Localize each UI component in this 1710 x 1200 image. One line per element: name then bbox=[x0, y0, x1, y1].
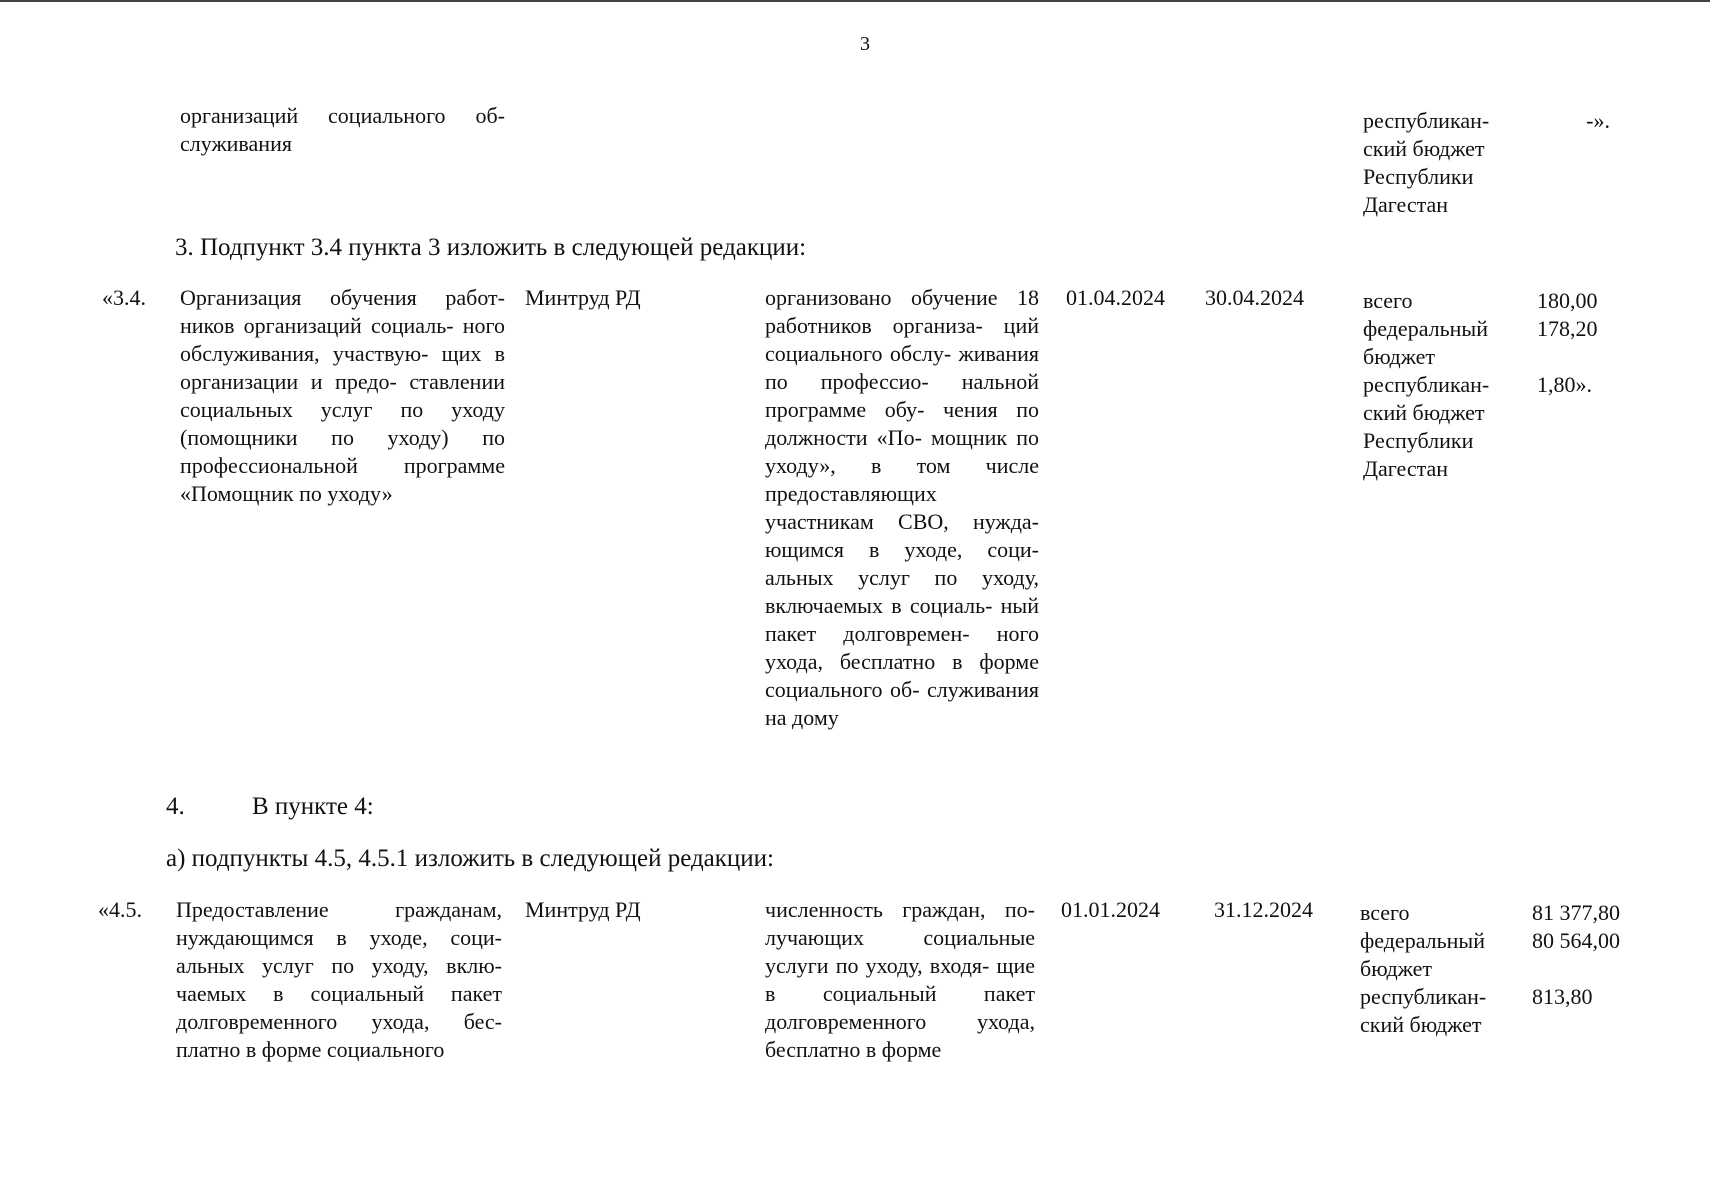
row-4-5-result: численность граждан, по- лучающих социальные услуги по уходу, входя- щие в социальный пакет долговременного ухода, бесплатно в форме bbox=[765, 897, 1035, 1062]
row-3-4-funding-source: всего bbox=[1363, 288, 1413, 313]
row-4-5-funding-amount: 80 564,00 bbox=[1532, 928, 1620, 953]
row-4-5-number: «4.5. bbox=[98, 897, 142, 922]
row-3-4-funding-source: федеральный бюджет bbox=[1363, 316, 1488, 369]
row-4-5-name: Предоставление гражданам, нуждающимся в уходе, соци- альных услуг по уходу, вклю- чаемых в социальный пакет долговременного ухода, бес- платно в форме социального bbox=[176, 897, 502, 1062]
section-4-number: 4. bbox=[166, 793, 185, 820]
row-3-4-funding-amount: 178,20 bbox=[1537, 316, 1598, 341]
row-4-5-funding-amount: 81 377,80 bbox=[1532, 900, 1620, 925]
row-3-4-responsible: Минтруд РД bbox=[525, 285, 641, 310]
row-3-4-funding-amount: 180,00 bbox=[1537, 288, 1598, 313]
section-3-heading: 3. Подпункт 3.4 пункта 3 изложить в следующей редакции: bbox=[175, 234, 807, 261]
row-3-4-number: «3.4. bbox=[102, 285, 146, 310]
row-4-5-funding-source: федеральный бюджет bbox=[1360, 928, 1485, 981]
row-4-5-funding-source: республикан- ский бюджет bbox=[1360, 984, 1487, 1037]
row-3-4-start-date: 01.04.2024 bbox=[1066, 285, 1165, 310]
row-3-4-name: Организация обучения работ- ников организаций социаль- ного обслуживания, участвую- щих в организации и предо- ставлении социальных услуг по уходу (помощники по уходу) по профессиональной программе «Помощник по уходу» bbox=[180, 285, 505, 506]
row-3-4-funding-amount: 1,80». bbox=[1537, 372, 1592, 397]
row-3-4-funding-source: республикан- ский бюджет Республики Дагестан bbox=[1363, 372, 1490, 481]
page-top-edge bbox=[0, 0, 1710, 2]
carryover-budget-value: -». bbox=[1586, 108, 1610, 133]
row-4-5-funding-source: всего bbox=[1360, 900, 1410, 925]
section-4-heading: В пункте 4: bbox=[252, 793, 374, 820]
row-4-5-end-date: 31.12.2024 bbox=[1214, 897, 1313, 922]
row-4-5-responsible: Минтруд РД bbox=[525, 897, 641, 922]
row-4-5-start-date: 01.01.2024 bbox=[1061, 897, 1160, 922]
row-4-5-funding-amount: 813,80 bbox=[1532, 984, 1593, 1009]
carryover-name: организаций социального об- служивания bbox=[180, 103, 505, 156]
carryover-budget-source: республикан- ский бюджет Республики Дагестан bbox=[1363, 108, 1490, 217]
section-4-subheading: а) подпункты 4.5, 4.5.1 изложить в следующей редакции: bbox=[166, 845, 775, 872]
page-number: 3 bbox=[860, 33, 870, 55]
row-3-4-end-date: 30.04.2024 bbox=[1205, 285, 1304, 310]
row-3-4-result: организовано обучение 18 работников организа- ций социального обслу- живания по профессио- нальной программе обу- чения по должности «По- мощник по уходу», в том числе предоставляющих участникам СВО, нужда- ющимся в уходе, соци- альных услуг по уходу, включаемых в социаль- ный пакет долговремен- ного ухода, бесплатно в форме социального об- служивания на дому bbox=[765, 285, 1039, 730]
